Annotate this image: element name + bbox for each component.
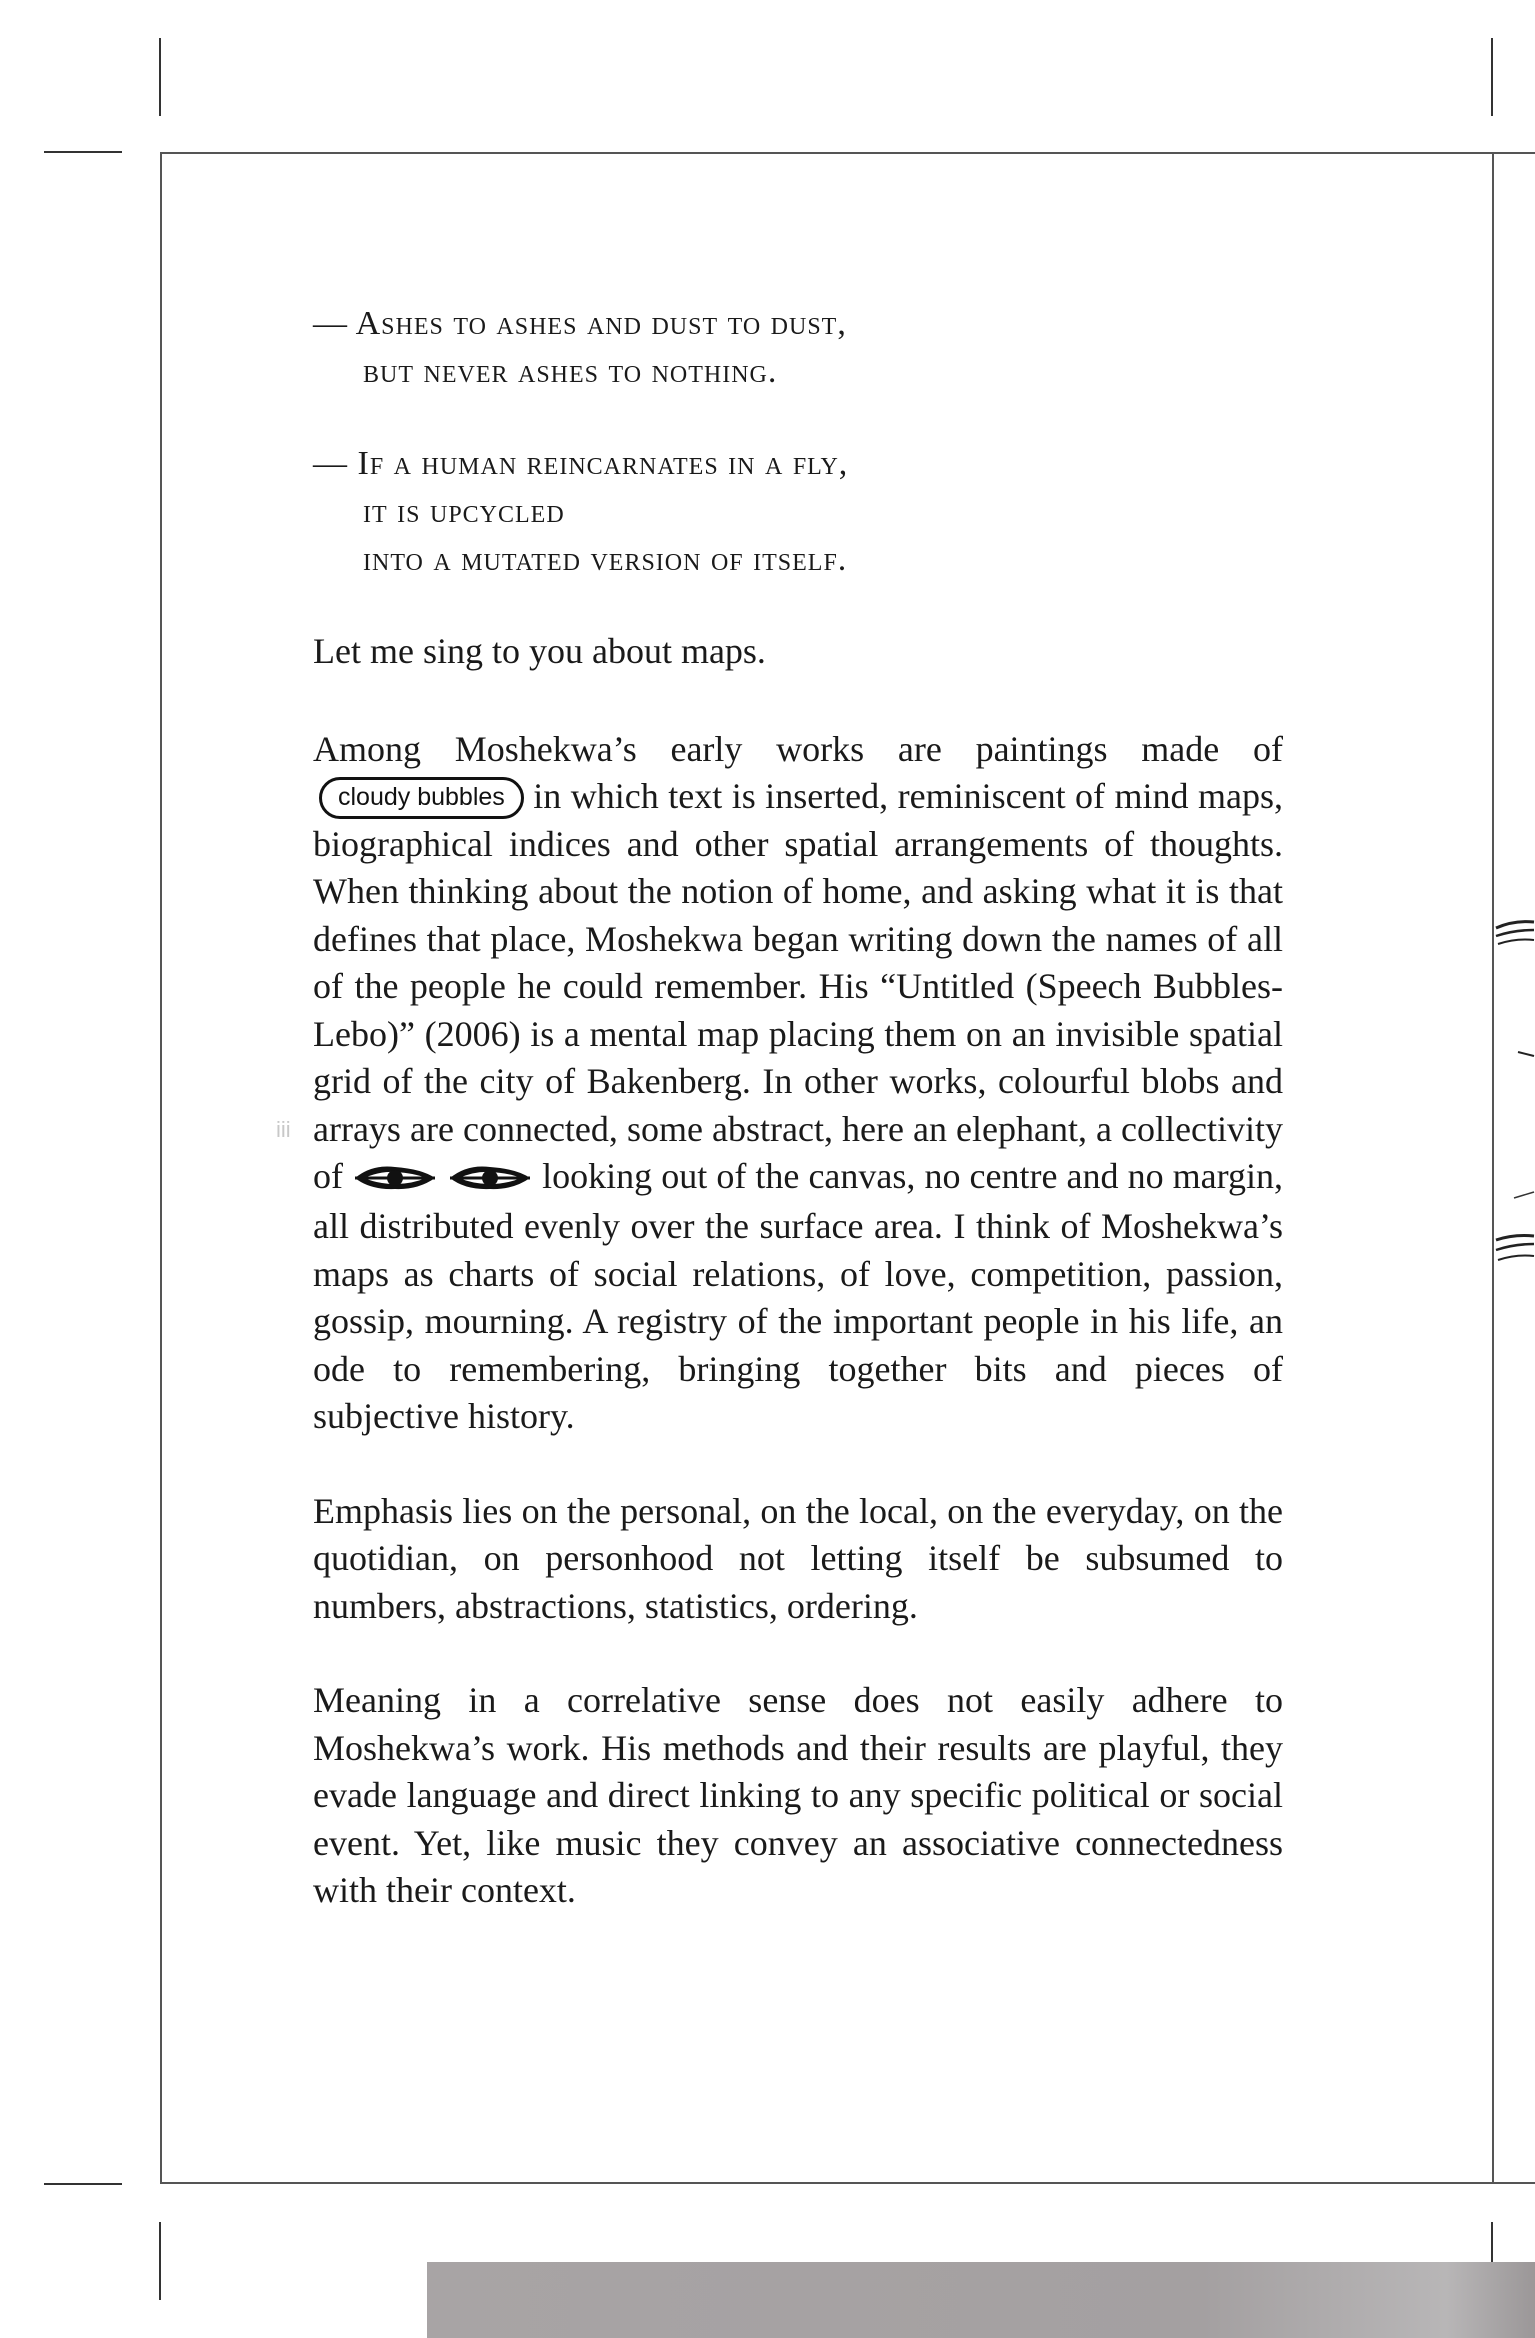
crop-mark-top-right <box>1491 38 1493 116</box>
quote-line: — If a human reincarnates in a fly, <box>313 445 849 482</box>
quote-line: — Ashes to ashes and dust to dust, <box>313 305 847 342</box>
eye-icon <box>352 1163 438 1193</box>
paragraph-emphasis: Emphasis lies on the personal, on the local, on the everyday, on the quotidian, on personhood not letting itself be subsumed to numbers, abstractions, statistics, ordering. <box>313 1490 1283 1626</box>
paragraph-meaning: Meaning in a correlative sense does not easily adhere to Moshekwa’s work. His methods and their results are playful, they evade language and direct linking to any specific political or social event. Yet, like music they convey an associative connectedness with their context. <box>313 1680 1283 1911</box>
eyes-illustration <box>352 1156 533 1204</box>
intro-line: Let me sing to you about maps. <box>313 631 766 671</box>
crop-mark-left-bottom <box>44 2183 122 2185</box>
paragraph-maps <box>313 726 1283 1441</box>
quote-line: but never ashes to nothing. <box>363 353 778 390</box>
text-column <box>313 300 1283 1962</box>
crop-mark-bottom-left <box>159 2222 161 2300</box>
epigraph-quote-1 <box>313 300 1283 396</box>
paragraph-text: in which text is inserted, reminiscent of mind maps, biographical indices and other spatial arrangements of thoughts. When thinking about the notion of home, and asking what it is that defines that place, Moshekwa began writing down the names of all of the people he could remember. His “Untitled (Speech Bubbles-Lebo)” (2006) is a mental map placing them on an invisible spatial grid of the city of Bakenberg. In other works, colourful blobs and arrays are connected, some abstract, here an elephant, a collectivity of <box>313 776 1283 1196</box>
paragraph-text: looking out of the canvas, no centre and no margin, all distributed evenly over the surface area. I think of Moshekwa’s maps as charts of social relations, of love, competition, passion, gossip, mourning. A registry of the important people in his life, an ode to remembering, bringing together bits and pieces of subjective history. <box>313 1156 1283 1437</box>
paragraph-text: Among Moshekwa’s early works are paintings made of <box>313 728 1283 769</box>
crop-mark-top-left <box>159 38 161 116</box>
adjacent-image-strip <box>427 2262 1535 2338</box>
quote-line: it is upcycled <box>363 493 565 530</box>
quote-line: into a mutated version of itself. <box>363 541 848 578</box>
eye-icon <box>447 1163 533 1193</box>
crop-mark-left-top <box>44 151 122 153</box>
adjacent-page-sketch <box>1494 880 1535 1300</box>
epigraph-quote-2 <box>313 440 1283 584</box>
speech-bubble-label: cloudy bubbles <box>319 777 524 819</box>
page-number: iii <box>276 1117 291 1142</box>
